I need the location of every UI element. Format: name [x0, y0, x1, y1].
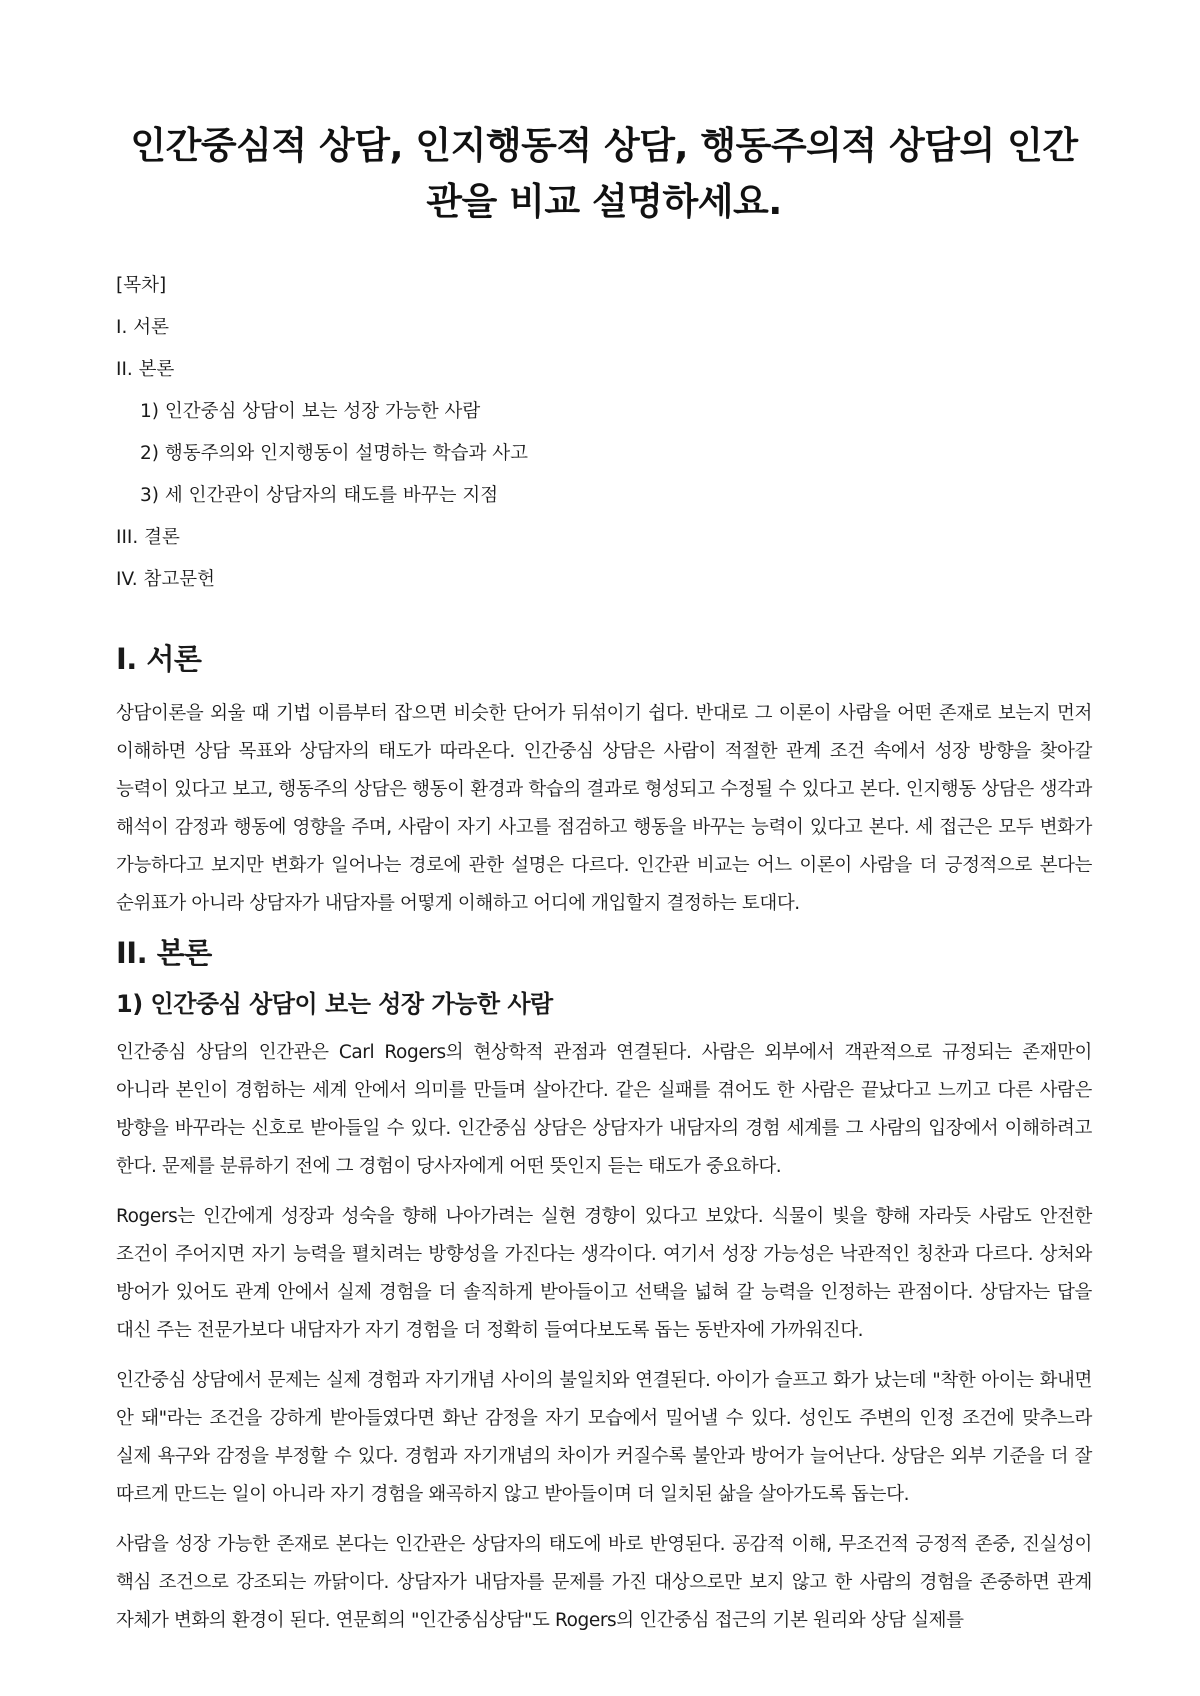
subsection-heading-1: 1) 인간중심 상담이 보는 성장 가능한 사람 [116, 990, 553, 1019]
toc-item-body: II. 본론 [116, 359, 175, 380]
body-paragraph: 사람을 성장 가능한 존재로 본다는 인간관은 상담자의 태도에 바로 반영된다. 공감적 이해, 무조건적 긍정적 존중, 진실성이 핵심 조건으로 강조되는 까닭이다. 상담자가 내담자를 문제를 가진 대상으로만 보지 않고 한 사람의 경험을 존중하면 관계 자체가 변화의 환경이 된다. 연문희의 "인간중심상담"도 Rogers의 인간중심 접근의 기본 원리와 상담 실제를 [116, 1533, 1092, 1631]
section-heading-intro: I. 서론 [116, 642, 202, 676]
toc-item-sub-2: 2) 행동주의와 인지행동이 설명하는 학습과 사고 [140, 443, 528, 464]
toc-item-sub-3: 3) 세 인간관이 상담자의 태도를 바꾸는 지점 [140, 485, 499, 506]
section-heading-body: II. 본론 [116, 935, 212, 970]
toc-heading: [목차] [116, 275, 167, 296]
body-paragraph: Rogers는 인간에게 성장과 성숙을 향해 나아가려는 실현 경향이 있다고 보았다. 식물이 빛을 향해 자라듯 사람도 안전한 조건이 주어지면 자기 능력을 펼치려는 방향성을 가진다는 생각이다. 여기서 성장 가능성은 낙관적인 칭찬과 다르다. 상처와 방어가 있어도 관계 안에서 실제 경험을 더 솔직하게 받아들이고 선택을 넓혀 갈 능력을 인정하는 관점이다. 상담자는 답을 대신 주는 전문가보다 내담자가 자기 경험을 더 정확히 들여다보도록 돕는 동반자에 가까워진다. [116, 1205, 1092, 1341]
body-paragraph: 인간중심 상담에서 문제는 실제 경험과 자기개념 사이의 불일치와 연결된다. 아이가 슬프고 화가 났는데 "착한 아이는 화내면 안 돼"라는 조건을 강하게 받아들였다면 화난 감정을 자기 모습에서 밀어낼 수 있다. 성인도 주변의 인정 조건에 맞추느라 실제 욕구와 감정을 부정할 수 있다. 경험과 자기개념의 차이가 커질수록 불안과 방어가 늘어난다. 상담은 외부 기준을 더 잘 따르게 만드는 일이 아니라 자기 경험을 왜곡하지 않고 받아들이며 더 일치된 삶을 살아가도록 돕는다. [116, 1369, 1092, 1505]
toc-item-conclusion: III. 결론 [116, 527, 180, 548]
intro-paragraph: 상담이론을 외울 때 기법 이름부터 잡으면 비슷한 단어가 뒤섞이기 쉽다. 반대로 그 이론이 사람을 어떤 존재로 보는지 먼저 이해하면 상담 목표와 상담자의 태도가 따라온다. 인간중심 상담은 사람이 적절한 관계 조건 속에서 성장 방향을 찾아갈 능력이 있다고 보고, 행동주의 상담은 행동이 환경과 학습의 결과로 형성되고 수정될 수 있다고 본다. 인지행동 상담은 생각과 해석이 감정과 행동에 영향을 주며, 사람이 자기 사고를 점검하고 행동을 바꾸는 능력이 있다고 본다. 세 접근은 모두 변화가 가능하다고 보지만 변화가 일어나는 경로에 관한 설명은 다르다. 인간관 비교는 어느 이론이 사람을 더 긍정적으로 본다는 순위표가 아니라 상담자가 내담자를 어떻게 이해하고 어디에 개입할지 결정하는 토대다. [116, 702, 1092, 914]
document-title: 인간중심적 상담, 인지행동적 상담, 행동주의적 상담의 인간관을 비교 설명하세요. [130, 124, 1078, 223]
toc-item-intro: I. 서론 [116, 317, 169, 338]
body-paragraph: 인간중심 상담의 인간관은 Carl Rogers의 현상학적 관점과 연결된다. 사람은 외부에서 객관적으로 규정되는 존재만이 아니라 본인이 경험하는 세계 안에서 의미를 만들며 살아간다. 같은 실패를 겪어도 한 사람은 끝났다고 느끼고 다른 사람은 방향을 바꾸라는 신호로 받아들일 수 있다. 인간중심 상담은 상담자가 내담자의 경험 세계를 그 사람의 입장에서 이해하려고 한다. 문제를 분류하기 전에 그 경험이 당사자에게 어떤 뜻인지 듣는 태도가 중요하다. [116, 1041, 1092, 1177]
table-of-contents [116, 265, 1092, 601]
toc-item-references: IV. 참고문헌 [116, 569, 215, 590]
toc-item-sub-1: 1) 인간중심 상담이 보는 성장 가능한 사람 [140, 401, 481, 422]
